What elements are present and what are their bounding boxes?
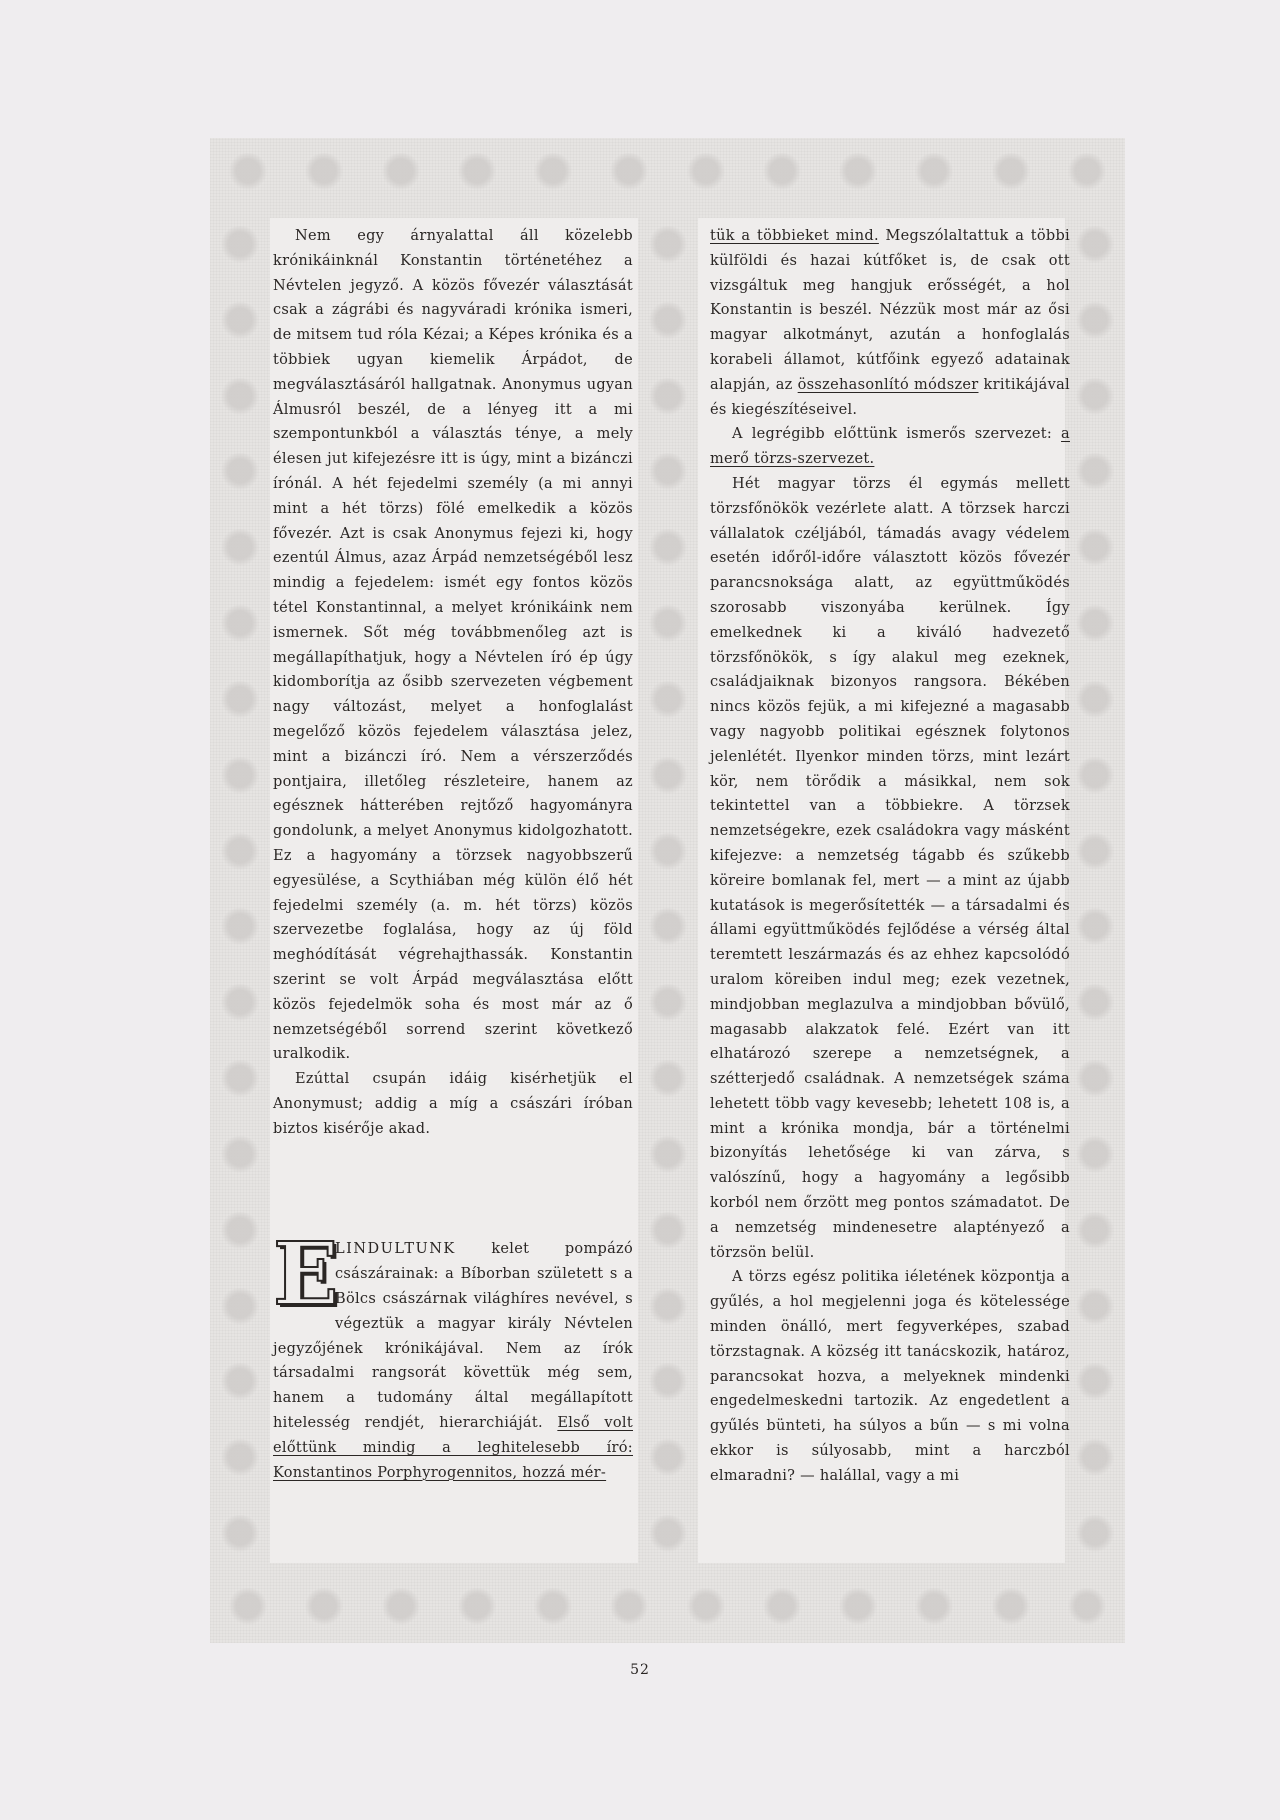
griffin-ornament-icon [218, 984, 262, 1024]
griffin-ornament-icon [218, 1288, 262, 1328]
section-opening [273, 1224, 633, 1485]
paragraph-text: kelet pompázó császárainak: a Bíborban született s a Bölcs császárnak világhíres nevével, s végeztük a magyar király Névtelen jegyzőjének krónikájával. Nem az írók társadalmi rangsorát követtük még sem, hanem a tudomány által megállapított hitelesség rendjét, hierarchiáját. [273, 1241, 633, 1432]
griffin-ornament-icon [218, 453, 262, 493]
griffin-ornament-icon [218, 1363, 262, 1403]
griffin-ornament-icon [1065, 1588, 1109, 1628]
griffin-ornament-icon [218, 1136, 262, 1176]
griffin-ornament-icon [1073, 605, 1117, 645]
griffin-ornament-icon [1073, 302, 1117, 342]
griffin-ornament-icon [1073, 757, 1117, 797]
griffin-ornament-icon [1073, 681, 1117, 721]
griffin-ornament-icon [1073, 378, 1117, 418]
paragraph-text: Megszólaltattuk a többi külföldi és hazai kútfőket is, de csak ott vizsgáltuk meg hangjuk erősségét, a hol Konstantin is beszél. Nézzük most már az ősi magyar alkotmányt, azután a honfoglalás korabeli államot, kútfőink egyező adatainak alapján, az [710, 228, 1070, 393]
griffin-ornament-icon [912, 153, 956, 193]
paragraph-text: kritikájával és kiegészítéseivel. [710, 376, 1070, 418]
griffin-ornament-icon [218, 757, 262, 797]
underlined-text: tük a többieket mind. [710, 228, 879, 244]
griffin-ornament-icon [1073, 1439, 1117, 1479]
ornament-band-left [210, 208, 270, 1573]
griffin-ornament-icon [218, 833, 262, 873]
griffin-ornament-icon [218, 1060, 262, 1100]
drop-cap-initial: E [273, 1224, 339, 1326]
griffin-ornament-icon [226, 153, 270, 193]
paragraph: Ezúttal csupán idáig kisérhetjük el Anonymust; addig a míg a császári íróban biztos kisérője akad. [273, 1071, 633, 1137]
griffin-ornament-icon [1073, 1212, 1117, 1252]
griffin-ornament-icon [1073, 1136, 1117, 1176]
griffin-ornament-icon [379, 1588, 423, 1628]
paragraph: Nem egy árnyalattal áll közelebb krónikáinknál Konstantin történetéhez a Névtelen jegyző. A közös fővezér választását csak a zágrábi és nagyváradi krónika ismeri, de mitsem tud róla Kézai; a Képes krónika és a többiek ugyan kiemelik Árpádot, de megválasztásáról hallgatnak. Anonymus ugyan Álmusról beszél, de a lényeg itt a mi szempontunkból a választás ténye, a mely élesen jut kifejezésre itt is úgy, mint a bizánczi írónál. A hét fejedelmi személy (a mi annyi mint a hét törzs) fölé emelkedik a közös fővezér. Azt is csak Anonymus fejezi ki, hogy ezentúl Álmus, azaz Árpád nemzetségéből lesz mindig a fejedelem: ismét egy fontos közös tétel Konstantinnal, a melyet krónikáink nem ismernek. Sőt még továbbmenőleg azt is megállapíthatjuk, hogy a Névtelen író ép úgy kidomborítja az ősibb szervezeten végbement nagy változást, melyet a honfoglalást megelőző közös fejedelem választása jelez, mint a bizánczi író. Nem a vérszerződés pontjaira, illetőleg részleteire, hanem az egésznek hátterében rejtőző hagyományra gondolunk, a melyet Anonymus kidolgozhatott. Ez a hagyomány a törzsek nagyobbszerű egyesülése, a Scythiában még külön élő hét fejedelmi személy (a. m. hét törzs) közös szervezetbe foglalása, hogy az új föld meghódítását végrehajthassák. Konstantin szerint se volt Árpád megválasztása előtt közös fejedelmök soha és most már az ő nemzetségéből sorrend szerint következő uralkodik. [273, 228, 633, 1063]
paragraph [273, 1224, 633, 1485]
griffin-ornament-icon [912, 1588, 956, 1628]
griffin-ornament-icon [1073, 226, 1117, 266]
griffin-ornament-icon [1073, 1363, 1117, 1403]
griffin-ornament-icon [218, 1439, 262, 1479]
page-number: 52 [630, 1662, 650, 1678]
griffin-ornament-icon [1073, 833, 1117, 873]
griffin-ornament-icon [989, 1588, 1033, 1628]
griffin-ornament-icon [646, 833, 690, 873]
griffin-ornament-icon [760, 153, 804, 193]
griffin-ornament-icon [218, 1212, 262, 1252]
griffin-ornament-icon [646, 605, 690, 645]
griffin-ornament-icon [646, 1060, 690, 1100]
griffin-ornament-icon [531, 153, 575, 193]
griffin-ornament-icon [218, 529, 262, 569]
griffin-ornament-icon [226, 1588, 270, 1628]
right-column [710, 224, 1070, 1489]
paragraph: A törzs egész politika iéletének központja a gyűlés, a hol megjelenni joga és kötelessége minden önálló, mert fegyverképes, szabad törzstagnak. A község itt tanácskozik, határoz, parancsokat hozva, a melyeknek mindenki engedelmeskedni tartozik. Az engedetlent a gyűlés bünteti, ha súlyos a bűn — s mi volna ekkor is súlyosabb, mint a harczból elmaradni? — halállal, vagy a mi [710, 1269, 1070, 1484]
griffin-ornament-icon [646, 1212, 690, 1252]
griffin-ornament-icon [646, 302, 690, 342]
griffin-ornament-icon [684, 1588, 728, 1628]
griffin-ornament-icon [646, 1439, 690, 1479]
griffin-ornament-icon [684, 153, 728, 193]
griffin-ornament-icon [302, 153, 346, 193]
griffin-ornament-icon [646, 681, 690, 721]
underlined-text: összehasonlító módszer [797, 376, 979, 393]
paragraph [710, 224, 1070, 422]
paragraph: Hét magyar törzs él egymás mellett törzsfőnökök vezérlete alatt. A törzsek harczi vállalatok czéljából, támadás avagy védelem esetén időről-időre választott közös fővezér parancsnoksága alatt, az együttműködés szorosabb viszonyába kerülnek. Így emelkednek ki a kiváló hadvezető törzsfőnökök, s így alakul meg ezeknek, családjaiknak bizonyos rangsora. Békében nincs közös fejük, a mi kifejezné a magasabb vagy nagyobb politikai egésznek folytonos jelenlétét. Ilyenkor minden törzs, mint lezárt kör, nem törődik a másikkal, nem sok tekintettel van a többiekre. A törzsek nemzetségekre, ezek családokra vagy másként kifejezve: a nemzetség tágabb és szűkebb köreire bomlanak fel, mert — a mint az újabb kutatások is megerősítették — a társadalmi és állami együttműködés fejlődése a vérség által teremtett leszármazás és az ehhez kapcsolódó uralom köreiben indul meg; ezek vezetnek, mindjobban meglazulva a mindjobban bővülő, magasabb alakzatok felé. Ezért van itt elhatározó szerepe a nemzetségnek, a szétterjedő családnak. A nemzetségek száma lehetett több vagy kevesebb; lehetett 108 is, a mint a krónika mondja, bár a történelmi bizonyítás lehetősége ki van zárva, s valószínű, hogy a hagyomány a legősibb korból nem őrzött meg pontos számadatot. De a nemzetség mindenesetre alaptényező a törzsön belül. [710, 475, 1070, 1261]
griffin-ornament-icon [989, 153, 1033, 193]
griffin-ornament-icon [455, 1588, 499, 1628]
griffin-ornament-icon [646, 1515, 690, 1555]
griffin-ornament-icon [646, 453, 690, 493]
ornament-band-middle [638, 208, 698, 1573]
griffin-ornament-icon [836, 1588, 880, 1628]
griffin-ornament-icon [836, 153, 880, 193]
griffin-ornament-icon [218, 605, 262, 645]
paragraph [710, 422, 1070, 472]
underlined-text: Első volt előttünk mindig a leghitelesebb író: Konstantinos Porphyrogennitos, hozzá mér- [273, 1415, 633, 1481]
griffin-ornament-icon [1073, 453, 1117, 493]
griffin-ornament-icon [1073, 1060, 1117, 1100]
griffin-ornament-icon [218, 908, 262, 948]
griffin-ornament-icon [646, 1136, 690, 1176]
griffin-ornament-icon [646, 757, 690, 797]
paragraph-text: A legrégibb előttünk ismerős szervezet: [732, 426, 1053, 443]
griffin-ornament-icon [1073, 1515, 1117, 1555]
ornament-band-top [210, 138, 1125, 208]
griffin-ornament-icon [379, 153, 423, 193]
left-column [273, 224, 633, 1485]
griffin-ornament-icon [646, 529, 690, 569]
griffin-ornament-icon [218, 1515, 262, 1555]
griffin-ornament-icon [760, 1588, 804, 1628]
griffin-ornament-icon [218, 226, 262, 266]
griffin-ornament-icon [531, 1588, 575, 1628]
opening-small-caps: LINDULTUNK [335, 1241, 456, 1258]
griffin-ornament-icon [218, 378, 262, 418]
ornament-band-right [1065, 208, 1125, 1573]
griffin-ornament-icon [455, 153, 499, 193]
griffin-ornament-icon [646, 908, 690, 948]
griffin-ornament-icon [1065, 153, 1109, 193]
griffin-ornament-icon [607, 1588, 651, 1628]
griffin-ornament-icon [1073, 529, 1117, 569]
griffin-ornament-icon [1073, 908, 1117, 948]
griffin-ornament-icon [302, 1588, 346, 1628]
underlined-text: a merő törzs-szervezet. [710, 426, 1070, 468]
griffin-ornament-icon [1073, 1288, 1117, 1328]
ornament-band-bottom [210, 1573, 1125, 1643]
griffin-ornament-icon [646, 378, 690, 418]
griffin-ornament-icon [646, 226, 690, 266]
griffin-ornament-icon [646, 984, 690, 1024]
griffin-ornament-icon [218, 681, 262, 721]
griffin-ornament-icon [607, 153, 651, 193]
griffin-ornament-icon [1073, 984, 1117, 1024]
griffin-ornament-icon [646, 1288, 690, 1328]
griffin-ornament-icon [218, 302, 262, 342]
griffin-ornament-icon [646, 1363, 690, 1403]
